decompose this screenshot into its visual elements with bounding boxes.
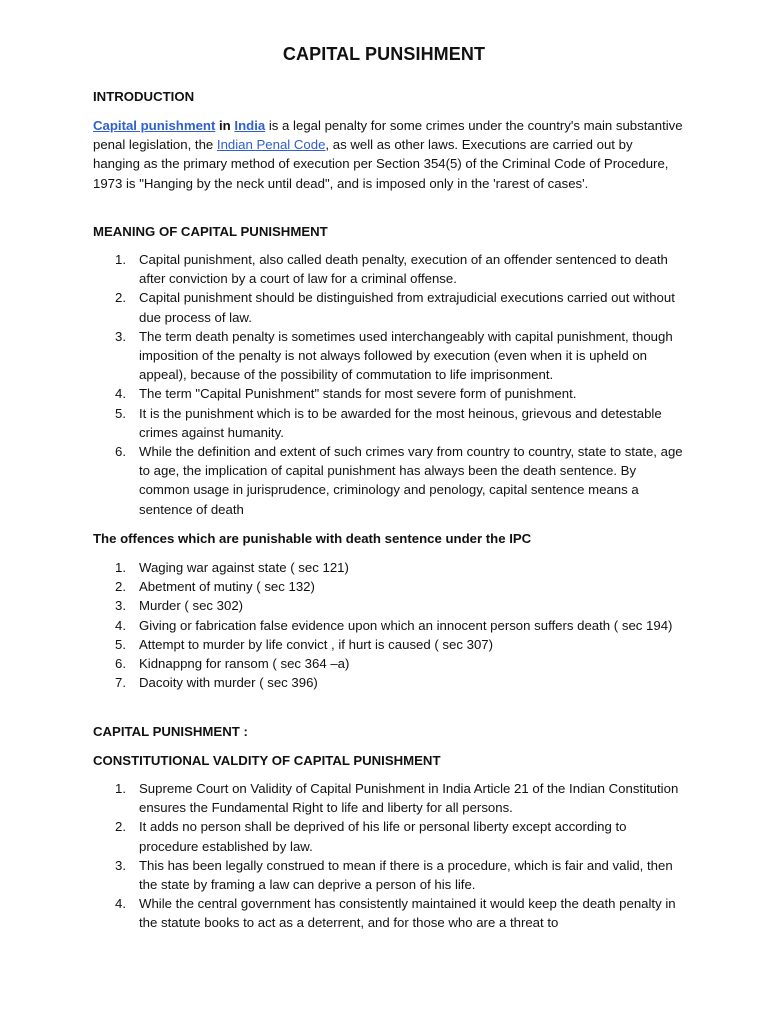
- list-item: 5. It is the punishment which is to be awarded for the most heinous, grievous and detestable crimes against humanity.: [115, 405, 662, 440]
- document-title: CAPITAL PUNSIHMENT: [282, 44, 486, 64]
- list-item: 7. Dacoity with murder ( sec 396): [115, 675, 318, 691]
- list-item: 5. Attempt to murder by life convict , if hurt is caused ( sec 307): [115, 636, 494, 652]
- meaning-heading: MEANING OF CAPITAL PUNISHMENT: [93, 224, 328, 239]
- offences-heading: The offences which are punishable with death sentence under the IPC: [93, 531, 532, 546]
- capital-punishment-link[interactable]: Capital punishment: [93, 118, 216, 133]
- offences-list: [93, 558, 683, 692]
- list-item: 4. While the central government has consistently maintained it would keep the death penalty in the statute books to act as a deterrent, and for those who are a threat to: [115, 896, 676, 931]
- list-item: 2. Abetment of mutiny ( sec 132): [115, 579, 315, 595]
- list-item: 4. The term "Capital Punishment" stands for most severe form of punishment.: [115, 386, 577, 402]
- list-item: 2. It adds no person shall be deprived of his life or personal liberty except according to procedure established by law.: [115, 819, 627, 854]
- meaning-list: [93, 250, 683, 519]
- list-item: 1. Supreme Court on Validity of Capital Punishment in India Article 21 of the Indian Constitution ensures the Fundamental Right to life and liberty for all persons.: [115, 781, 679, 816]
- indian-penal-code-link[interactable]: Indian Penal Code: [216, 137, 326, 153]
- list-item: 3. This has been legally construed to mean if there is a procedure, which is fair and valid, then the state by framing a law can deprive a person of his life.: [115, 857, 673, 893]
- introduction-text-1: is a legal penalty for some crimes under the country's main substantive penal legislation, the: [93, 118, 683, 153]
- list-item: 6. Kidnappng for ransom ( sec 364 –a): [115, 656, 350, 672]
- list-item: 3. The term death penalty is sometimes used interchangeably with capital punishment, though imposition of the penalty is not always followed by execution (even when it is upheld on appeal), because of the possibility of commutation to life imprisonment.: [115, 328, 673, 383]
- capital-punishment-heading: CAPITAL PUNISHMENT :: [93, 724, 248, 739]
- introduction-paragraph: [93, 116, 683, 193]
- document-page: [93, 0, 683, 1024]
- introduction-text-2: , as well as other laws. Executions are carried out by hanging as the primary method of execution per Section 354(5) of the Criminal Code of Procedure, 1973 is "Hanging by the neck until dead", and is imposed only in the 'rarest of cases'.: [93, 137, 669, 191]
- list-item: 2. Capital punishment should be distinguished from extrajudicial executions carried out without due process of law.: [115, 290, 675, 325]
- word-in: in: [215, 118, 235, 133]
- india-link[interactable]: India: [234, 118, 266, 133]
- validity-heading: CONSTITUTIONAL VALDITY OF CAPITAL PUNISHMENT: [93, 753, 441, 768]
- introduction-heading: INTRODUCTION: [93, 89, 195, 104]
- validity-list: [93, 779, 683, 933]
- list-item: 1. Capital punishment, also called death penalty, execution of an offender sentenced to death after conviction by a court of law for a criminal offense.: [115, 252, 668, 287]
- list-item: 3. Murder ( sec 302): [115, 598, 244, 614]
- list-item: 6. While the definition and extent of such crimes vary from country to country, state to state, age to age, the implication of capital punishment has always been the death sentence. By common usage in jurisprudence, criminology and penology, capital sentence means a sentence of death: [115, 444, 683, 517]
- list-item: 1. Waging war against state ( sec 121): [115, 560, 349, 575]
- list-item: 4. Giving or fabrication false evidence upon which an innocent person suffers death ( sec 194): [115, 617, 673, 633]
